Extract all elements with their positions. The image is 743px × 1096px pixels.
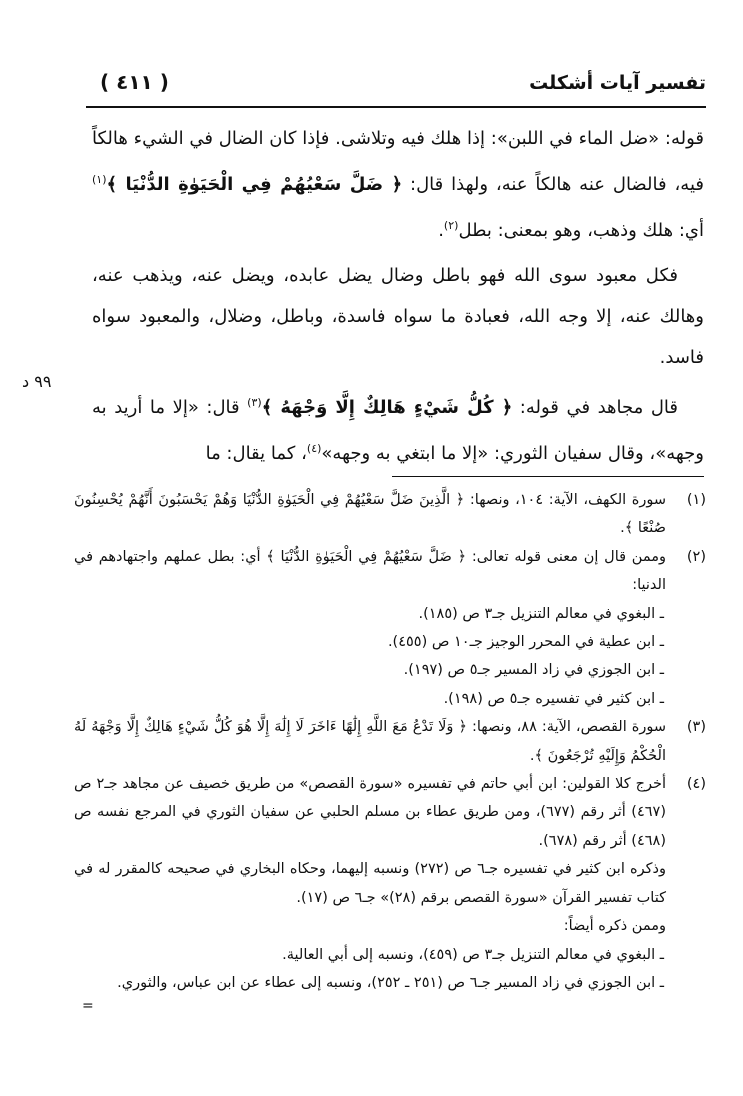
footnote-ref-3: (٣) [247, 396, 262, 409]
paragraph-1-tail: أي: هلك وذهب، وهو بمعنى: بطل [458, 220, 704, 241]
footnote-line: سورة الكهف، الآية: ١٠٤، ونصها: ﴿ الَّذِينَ ضَلَّ سَعْيُهُمْ فِي الْحَيَوٰةِ الدُّنْيَا وَهُمْ يَحْسَبُونَ أَنَّهُمْ يُحْسِنُونَ صُنْعًا ﴾. [74, 492, 666, 537]
paragraph-1-text: قوله: «ضل الماء في اللبن»: إذا هلك فيه وتلاشى. فإذا كان الضال في الشيء هالكاً فيه، فالضال عنه هالكاً عنه، ولهذا قال: [92, 128, 704, 195]
footnote-ref-2: (٢) [443, 219, 459, 232]
footnote-line: ـ ابن الجوزي في زاد المسير جـ٦ ص (٢٥١ ـ ٢٥٢)، ونسبه إلى عطاء عن ابن عباس، والثوري. [117, 974, 664, 991]
footnote-divider [392, 476, 704, 477]
footnote-line: ـ ابن كثير في تفسيره جـ٥ ص (١٩٨). [443, 690, 664, 707]
paragraph-2: فكل معبود سوى الله فهو باطل وضال يضل عابده، ويضل عنه، ويذهب عنه، وهالك عنه، إلا وجه الله، فعبادة ما سواه فاسدة، وباطل، وضلال، والمعبود سواه فاسد. [92, 265, 704, 368]
footnote-number: (١) [686, 492, 706, 508]
footnote-number: (٣) [686, 719, 706, 736]
running-header [86, 72, 706, 108]
book-title: تفسير آيات أشكلت [529, 72, 706, 94]
paragraph-3 [92, 382, 704, 474]
page-number: ( ٤١١ ) [100, 70, 169, 94]
footnote-line: ـ البغوي في معالم التنزيل جـ٣ ص (٤٥٩)، ونسبه إلى أبي العالية. [282, 946, 664, 963]
footnote-number: (٢) [686, 548, 706, 565]
footnote-2 [74, 543, 706, 713]
paragraph-3-middle: قال: «إلا ما أريد به وجهه»، وقال سفيان الثوري: «إلا ما ابتغي به وجهه» [92, 397, 704, 464]
paragraph-3-end: ، كما يقال: ما [205, 443, 307, 464]
footnote-line: سورة القصص، الآية: ٨٨، ونصها: ﴿ وَلَا تَدْعُ مَعَ اللَّهِ إِلَٰهًا ءَاخَرَ لَا إِلَٰهَ إِلَّا هُوَ كُلُّ شَيْءٍ هَالِكٌ إِلَّا وَجْهَهُ لَهُ الْحُكْمُ وَإِلَيْهِ تُرْجَعُونَ ﴾. [74, 719, 667, 764]
footnote-line: ـ ابن عطية في المحرر الوجيز جـ١٠ ص (٤٥٥). [387, 634, 664, 651]
footnote-ref-4: (٤) [306, 442, 322, 455]
footnote-line: وذكره ابن كثير في تفسيره جـ٦ ص (٢٧٢) ونسبه إليهما، وحكاه البخاري في صحيحه كالمقرر له في كتاب تفسير القرآن «سورة القصص برقم (٢٨)» جـ٦ ص (١٧). [74, 861, 666, 906]
quran-verse-2: ﴿ كُلُّ شَيْءٍ هَالِكٌ إِلَّا وَجْهَهُ ﴾ [261, 397, 513, 418]
header-divider [86, 106, 706, 108]
paragraph-1 [92, 118, 704, 251]
paragraph-3-intro: قال مجاهد في قوله: [512, 397, 679, 418]
footnote-number: (٤) [686, 776, 706, 793]
footnote-4 [74, 770, 706, 997]
margin-manuscript-marker: ٩٩ د [22, 372, 52, 391]
edge-mark: = [82, 998, 94, 1014]
main-text [92, 118, 704, 474]
footnote-line: وممن ذكره أيضاً: [563, 918, 666, 935]
paragraph-1-end: . [438, 220, 444, 241]
footnote-line: أخرج كلا القولين: ابن أبي حاتم في تفسيره «سورة القصص» من طريق خصيف عن مجاهد جـ٢ ص (٤٦٧) أثر رقم (٦٧٧)، ومن طريق عطاء بن مسلم الحلبي عن سفيان الثوري في المرجع نفسه ص (٤٦٨) أثر رقم (٦٧٨). [74, 776, 666, 849]
footnote-3 [74, 713, 706, 770]
footnote-line: وممن قال إن معنى قوله تعالى: ﴿ ضَلَّ سَعْيُهُمْ فِي الْحَيَوٰةِ الدُّنْيَا ﴾ أي: بطل عملهم واجتهادهم في الدنيا: [74, 548, 666, 594]
footnotes [74, 486, 706, 997]
footnote-line: ـ البغوي في معالم التنزيل جـ٣ ص (١٨٥). [418, 605, 664, 622]
footnote-line: ـ ابن الجوزي في زاد المسير جـ٥ ص (١٩٧). [403, 662, 664, 679]
quran-verse-1: ﴿ ضَلَّ سَعْيُهُمْ فِي الْحَيَوٰةِ الدُّنْيَا ﴾ [106, 174, 403, 195]
footnote-1 [74, 486, 706, 543]
footnote-ref-1: (١) [92, 173, 107, 186]
